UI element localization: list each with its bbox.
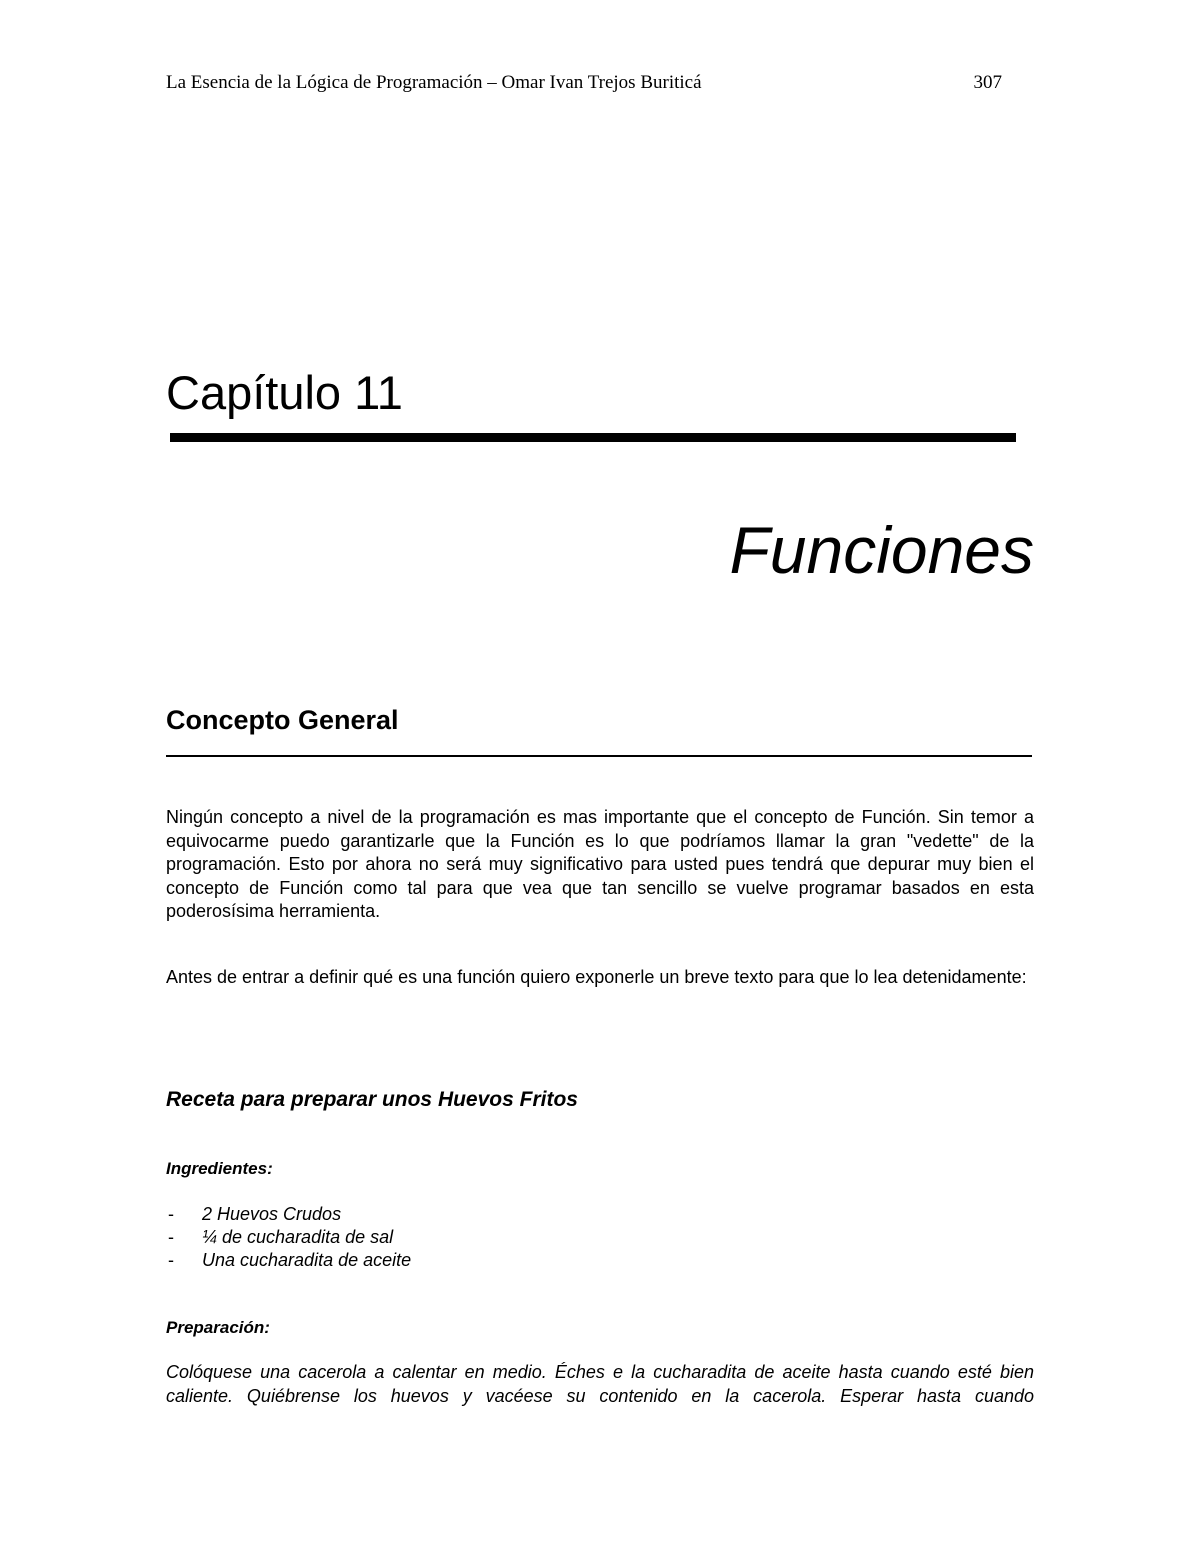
chapter-divider: [170, 433, 1016, 442]
bullet-dash: -: [168, 1204, 174, 1224]
ingredient-text: ¼ de cucharadita de sal: [202, 1227, 394, 1247]
chapter-label: Capítulo 11: [166, 366, 403, 419]
preparation-heading: Preparación:: [166, 1318, 270, 1337]
book-title: La Esencia de la Lógica de Programación – Omar Ivan Trejos Buriticá: [166, 72, 702, 93]
body-paragraph-2: Antes de entrar a definir qué es una función quiero exponerle un breve texto para que lo lea detenidamente:: [166, 967, 1027, 987]
body-paragraph-1: Ningún concepto a nivel de la programación es mas importante que el concepto de Función. Sin temor a equivocarme puedo garantizarle que la Función es lo que podríamos llamar la gran "vedette" de la programación. Esto por ahora no será muy significativo para usted pues tendrá que depurar muy bien el concepto de Función como tal para que vea que tan sencillo se vuelve programar basados en esta poderosísima herramienta.: [166, 807, 1034, 921]
recipe-title: Receta para preparar unos Huevos Fritos: [166, 1088, 578, 1111]
page-number: 307: [973, 72, 1002, 93]
ingredient-item: [166, 1203, 411, 1226]
bullet-dash: -: [168, 1250, 174, 1270]
ingredients-heading: Ingredientes:: [166, 1159, 273, 1178]
ingredient-text: 2 Huevos Crudos: [202, 1204, 342, 1224]
running-header: [166, 70, 1002, 96]
section-divider: [166, 755, 1032, 757]
bullet-dash: -: [168, 1227, 174, 1247]
ingredient-item: [166, 1249, 411, 1272]
chapter-title: Funciones: [729, 513, 1034, 587]
ingredient-text: Una cucharadita de aceite: [202, 1250, 412, 1270]
section-heading: Concepto General: [166, 705, 399, 735]
preparation-text: Colóquese una cacerola a calentar en medio. Éches e la cucharadita de aceite hasta cuando esté bien caliente. Quiébrense los huevos y vacéese su contenido en la cacerola. Esperar hasta cuando: [166, 1362, 1034, 1406]
ingredient-item: [166, 1226, 411, 1249]
ingredient-list: [166, 1203, 411, 1272]
